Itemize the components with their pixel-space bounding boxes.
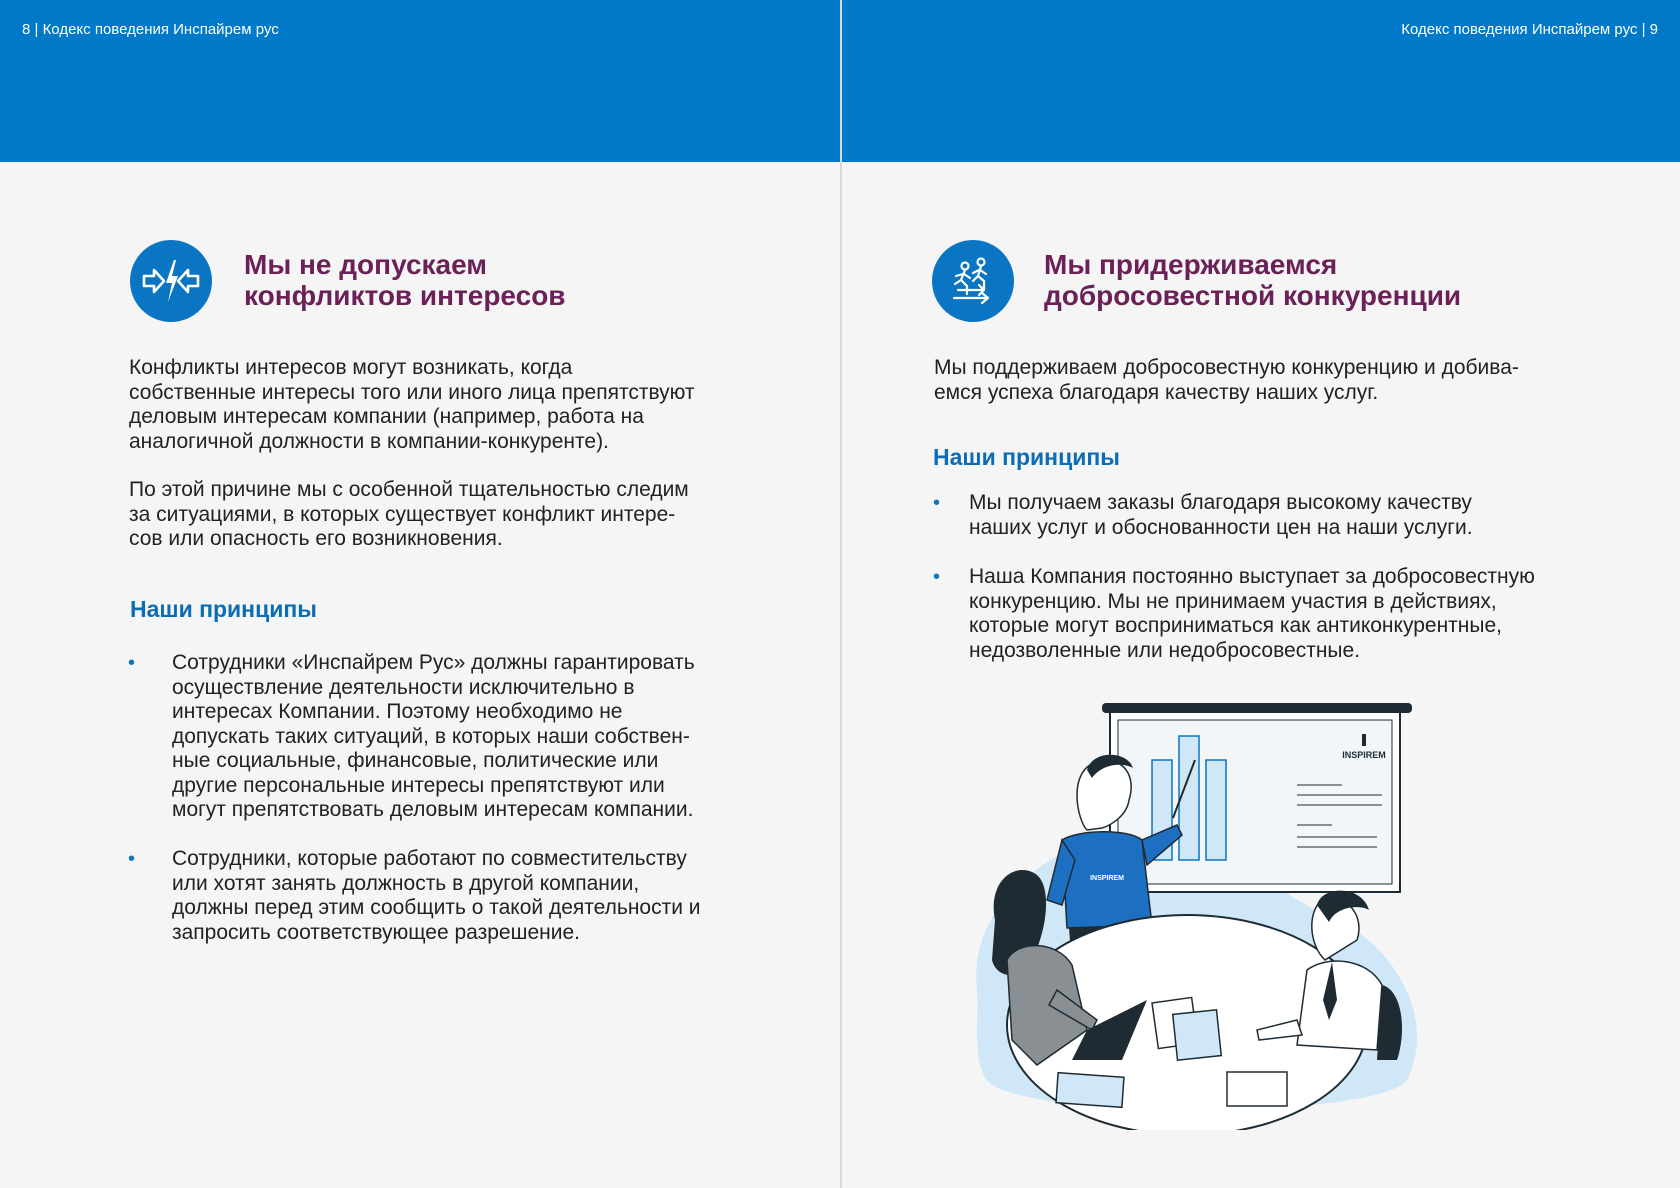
text-line: Наша Компания постоянно выступает за добросовестную [969,565,1535,588]
text-line: сов или опасность его возникновения. [129,527,503,550]
text-line: наших услуг и обоснованности цен на наши услуги. [969,515,1473,539]
text-line: запросить соответствующее разрешение. [172,920,580,944]
bullet-dot: • [933,566,941,588]
left-title-line-2: конфликтов интересов [244,280,566,311]
right-running-head: Кодекс поведения Инспайрем рус | 9 [1401,21,1658,38]
text-line: емся успеха благодаря качеству наших услуг. [934,380,1379,404]
text-line: за ситуациями, в которых существует конфликт интере- [129,502,676,526]
text-line: Сотрудники, которые работают по совместительству [172,847,687,870]
board-logo-text: INSPIREM [1342,750,1386,760]
left-running-head: 8 | Кодекс поведения Инспайрем рус [22,21,279,38]
text-line: Мы поддерживаем добросовестную конкуренцию и добива- [934,356,1519,379]
fair-competition-runners-icon [932,240,1014,322]
shirt-logo-text: INSPIREM [1090,875,1124,882]
text-line: допускать таких ситуаций, в которых наши собствен- [172,724,690,748]
right-principles-heading: Наши принципы [933,444,1120,470]
text-line: деловым интересам компании (например, работа на [129,405,644,428]
text-line: осуществление деятельности исключительно в [172,675,635,699]
text-line: могут препятствовать деловым интересам компании. [172,798,694,821]
text-line: конкуренцию. Мы не принимаем участия в действиях, [969,589,1497,613]
bullet-dot: • [128,652,136,674]
bullet-dot: • [933,492,941,514]
text-line: недозволенные или недобросовестные. [969,638,1361,662]
right-title-line-1: Мы придерживаемся [1044,249,1338,280]
meeting-presentation-illustration [937,700,1457,1130]
text-line: Мы получаем заказы благодаря высокому качеству [969,491,1472,514]
left-bullet-2 [128,847,768,945]
right-section-title [1044,249,1461,311]
right-page [842,0,1680,1188]
text-line: ные социальные, финансовые, политические или [172,749,659,772]
text-line: аналогичной должности в компании-конкуренте). [129,429,609,453]
right-bullet-1 [933,491,1633,540]
right-title-line-2: добросовестной конкуренции [1044,280,1462,311]
left-intro-paragraph-2 [129,478,689,552]
text-line: другие персональные интересы препятствуют или [172,773,665,797]
text-line: которые могут восприниматься как антиконкурентные, [969,614,1502,637]
text-line: или хотят занять должность в другой компании, [172,871,640,895]
text-line: интересах Компании. Поэтому необходимо не [172,700,623,723]
right-bullet-2 [933,565,1633,663]
left-bullet-1 [128,651,768,823]
left-section-title [244,249,566,311]
conflict-arrows-lightning-icon [130,240,212,322]
left-intro-paragraph-1 [129,356,695,454]
right-intro-paragraph [934,356,1519,405]
text-line: Конфликты интересов могут возникать, когда [129,356,573,379]
text-line: По этой причине мы с особенной тщательностью следим [129,478,689,501]
bullet-dot: • [128,848,136,870]
left-principles-heading: Наши принципы [130,596,317,622]
text-line: собственные интересы того или иного лица препятствуют [129,380,695,404]
text-line: должны перед этим сообщить о такой деятельности и [172,896,701,919]
left-title-line-1: Мы не допускаем [244,249,488,280]
text-line: Сотрудники «Инспайрем Рус» должны гарантировать [172,651,695,674]
